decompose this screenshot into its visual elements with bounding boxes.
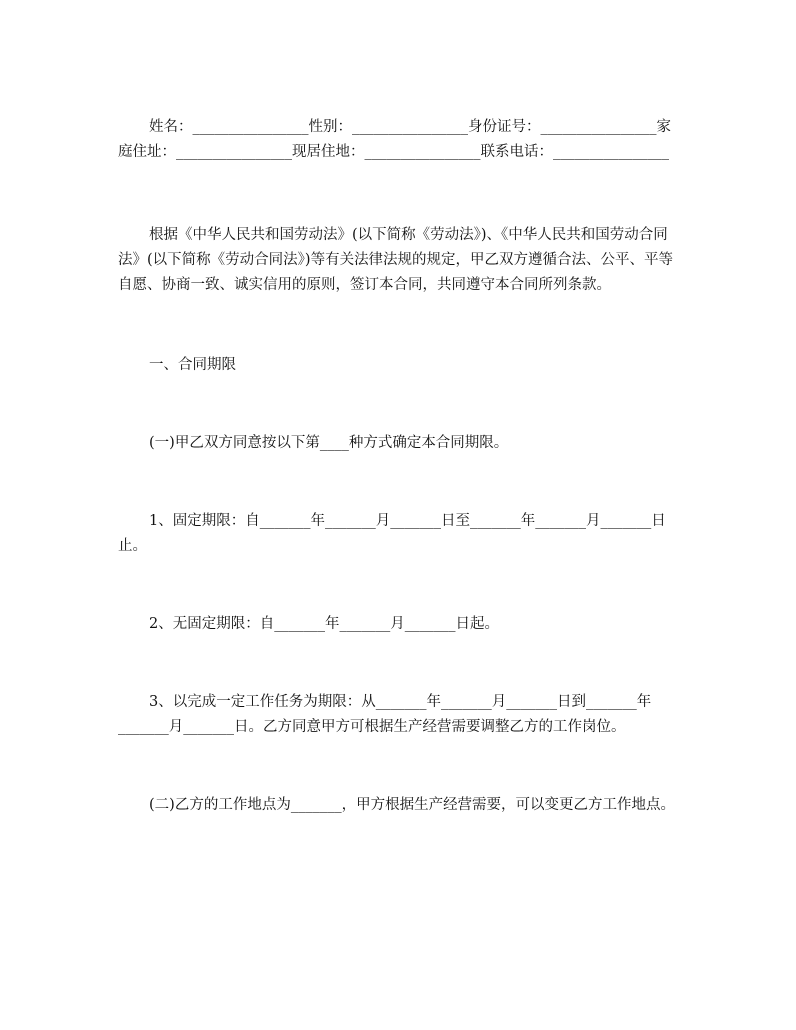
- preamble-paragraph: [118, 223, 678, 298]
- item-fixed-term-text: 1、固定期限：自_______年_______月_______日至_______年_______月_______日止。: [118, 513, 666, 554]
- preamble-text: 根据《中华人民共和国劳动法》(以下简称《劳动法》)、《中华人民共和国劳动合同法》(以下简称《劳动合同法》)等有关法律法规的规定，甲乙双方遵循合法、公平、平等自愿、协商一致、诚实信用的原则，签订本合同，共同遵守本合同所列条款。: [118, 227, 674, 293]
- contract-page: [118, 115, 678, 818]
- personal-info-line-1: 姓名：________________性别：________________身份证号：: [149, 119, 541, 135]
- section-1-title: [118, 353, 678, 378]
- section-1-title-text: 一、合同期限: [149, 357, 236, 373]
- clause-b-text: (二)乙方的工作地点为_______，甲方根据生产经营需要，可以变更乙方工作地点。: [149, 797, 676, 813]
- personal-info-line-2: ________________家庭住址：________________现居住地：________________: [118, 119, 671, 160]
- personal-info-line-3: 联系电话：________________: [480, 144, 669, 160]
- item-task-term: [118, 690, 678, 740]
- item-open-term-text: 2、无固定期限：自_______年_______月_______日起。: [149, 616, 499, 632]
- personal-info-block: [118, 115, 678, 165]
- clause-b: [118, 793, 678, 818]
- item-fixed-term: [118, 509, 678, 559]
- clause-a-text: (一)甲乙双方同意按以下第____种方式确定本合同期限。: [149, 435, 509, 451]
- item-task-term-text: 3、以完成一定工作任务为期限：从_______年_______月_______日到_______年_______月_______日。乙方同意甲方可根据生产经营需要调整乙方的工作岗位。: [118, 694, 652, 735]
- clause-a: [118, 431, 678, 456]
- item-open-term: [118, 612, 678, 637]
